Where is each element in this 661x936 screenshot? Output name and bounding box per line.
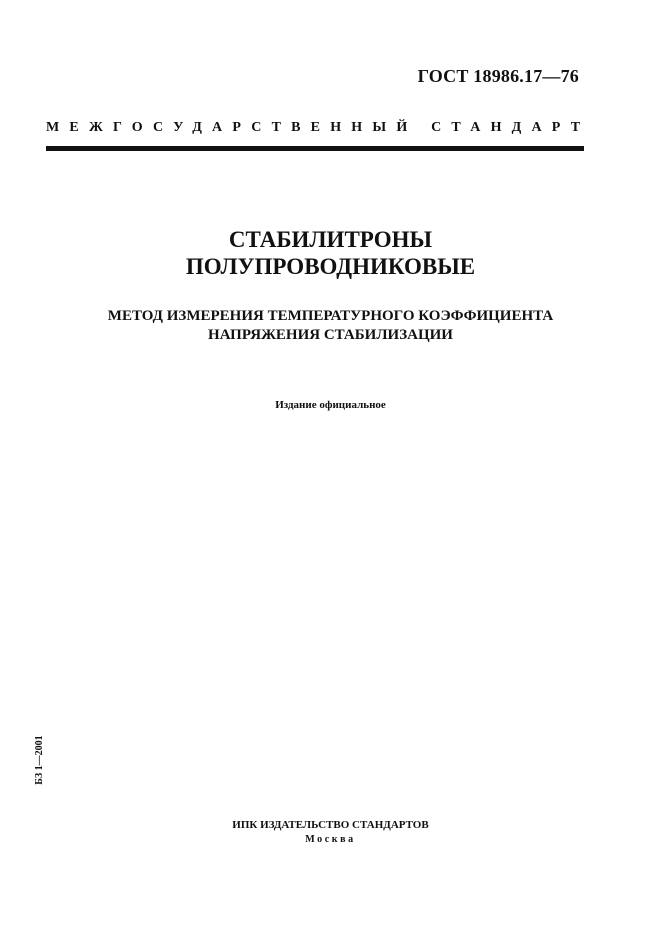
main-title-line-1: СТАБИЛИТРОНЫ (228, 227, 433, 252)
main-title-line-2: ПОЛУПРОВОДНИКОВЫЕ (185, 254, 476, 279)
standard-number: ГОСТ 18986.17—76 (417, 66, 579, 86)
side-code: БЗ 1—2001 (34, 735, 45, 785)
publisher-city: Москва (305, 834, 356, 845)
edition-note: Издание официальное (275, 399, 386, 411)
publisher: ИПК ИЗДАТЕЛЬСТВО СТАНДАРТОВ (232, 819, 429, 831)
main-title (0, 226, 661, 280)
header-rule (46, 146, 584, 151)
subtitle-line-1: МЕТОД ИЗМЕРЕНИЯ ТЕМПЕРАТУРНОГО КОЭФФИЦИЕНТА (107, 308, 554, 324)
subtitle (0, 307, 661, 345)
subtitle-line-2: НАПРЯЖЕНИЯ СТАБИЛИЗАЦИИ (208, 327, 453, 343)
series-title: МЕЖГОСУДАРСТВЕННЫЙ СТАНДАРТ (46, 120, 591, 135)
